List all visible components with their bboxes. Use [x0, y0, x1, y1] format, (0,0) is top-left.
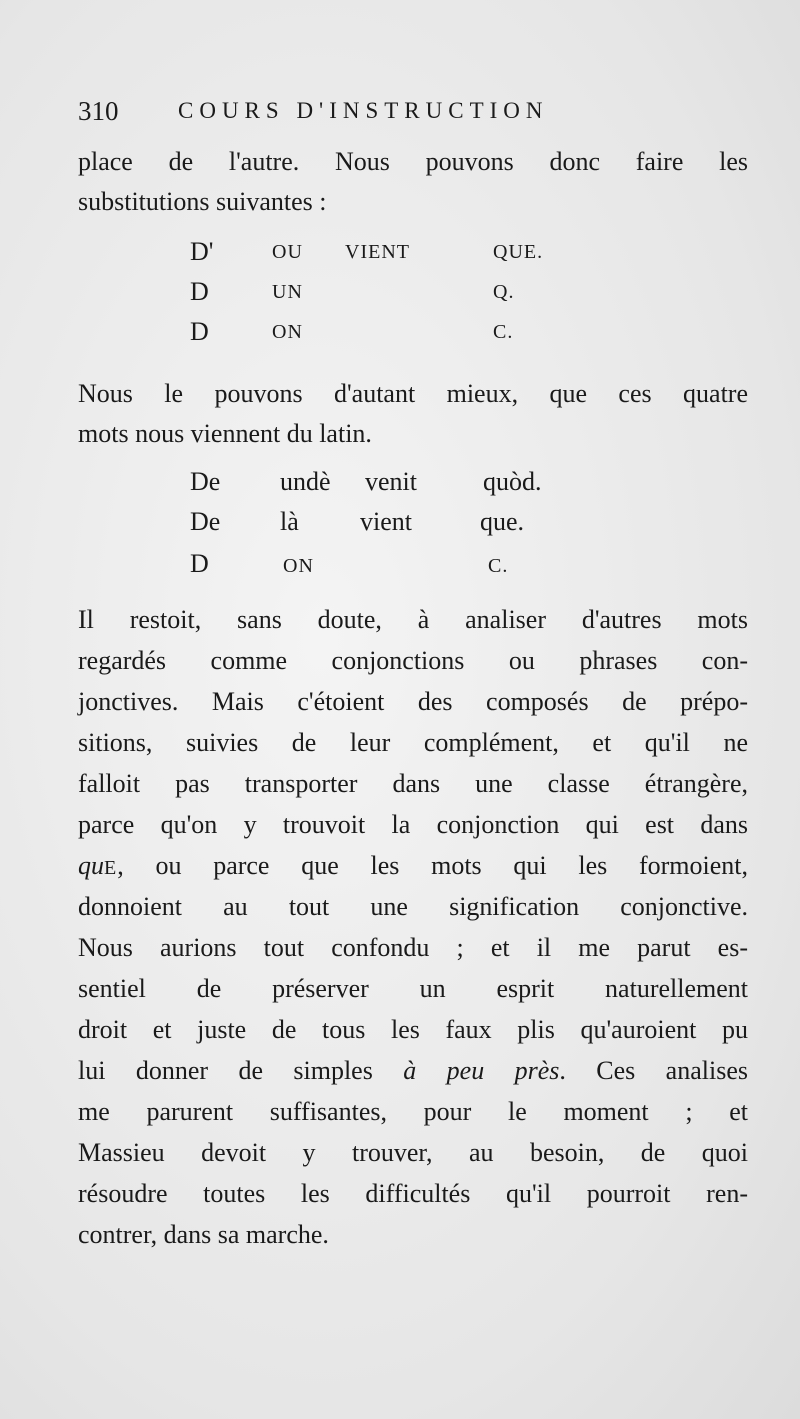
table-cell: D: [190, 317, 209, 346]
table-cell: De: [190, 467, 221, 496]
text-line: Nous aurions tout confondu ; et il me parut es-: [78, 933, 748, 962]
table-cell: D: [190, 277, 209, 306]
text-line: [78, 1051, 748, 1091]
table-cell: OU: [272, 241, 303, 263]
table-cell: ON: [272, 321, 303, 343]
text-line: mots nous viennent du latin.: [78, 419, 372, 448]
text-line: regardés comme conjonctions ou phrases con-: [78, 646, 748, 675]
text-line: [78, 846, 748, 886]
table-cell: VIENT: [345, 241, 410, 263]
text-line: contrer, dans sa marche.: [78, 1220, 329, 1249]
small-caps-letter: E: [104, 857, 118, 879]
text-line: sentiel de préserver un esprit naturellement: [78, 974, 748, 1003]
text-line: donnoient au tout une signification conjonctive.: [78, 892, 748, 921]
text-run: . Ces analises: [559, 1056, 748, 1085]
table-cell: D: [190, 549, 209, 578]
table-cell: D': [190, 237, 214, 266]
text-line: sitions, suivies de leur complément, et qu'il ne: [78, 728, 748, 757]
text-line: parce qu'on y trouvoit la conjonction qui est dans: [78, 810, 748, 839]
table-cell: C.: [488, 555, 509, 577]
table-cell: venit: [365, 467, 417, 496]
text-line: Nous le pouvons d'autant mieux, que ces quatre: [78, 379, 748, 408]
text-line: Massieu devoit y trouver, au besoin, de quoi: [78, 1138, 748, 1167]
text-line: résoudre toutes les difficultés qu'il pourroit ren-: [78, 1179, 748, 1208]
page-header: [78, 96, 748, 136]
italic-word: qu: [78, 851, 104, 880]
text-line: falloit pas transporter dans une classe étrangère,: [78, 769, 748, 798]
text-line: place de l'autre. Nous pouvons donc faire les: [78, 147, 748, 176]
text-line: Il restoit, sans doute, à analiser d'autres mots: [78, 605, 748, 634]
text-line: droit et juste de tous les faux plis qu'auroient pu: [78, 1015, 748, 1044]
table-cell: vient: [360, 507, 412, 536]
running-title: COURS D'INSTRUCTION: [178, 98, 549, 123]
text-line: me parurent suffisantes, pour le moment ; et: [78, 1097, 748, 1126]
table-cell: De: [190, 507, 221, 536]
text-run: , ou parce que les mots qui les formoient,: [117, 851, 748, 880]
table-cell: UN: [272, 281, 303, 303]
italic-phrase: à peu près: [403, 1056, 560, 1085]
page-number: 310: [78, 96, 119, 126]
text-line: substitutions suivantes :: [78, 187, 327, 216]
table-cell: Q.: [493, 281, 515, 303]
table-cell: undè: [280, 467, 331, 496]
table-cell: quòd.: [483, 467, 542, 496]
table-cell: ON: [283, 555, 314, 577]
table-cell: C.: [493, 321, 514, 343]
table-cell: là: [280, 507, 299, 536]
table-cell: que.: [480, 507, 525, 536]
text-run: lui donner de simples: [78, 1056, 373, 1085]
text-line: jonctives. Mais c'étoient des composés de prépo-: [78, 687, 748, 716]
table-cell: QUE.: [493, 241, 544, 263]
